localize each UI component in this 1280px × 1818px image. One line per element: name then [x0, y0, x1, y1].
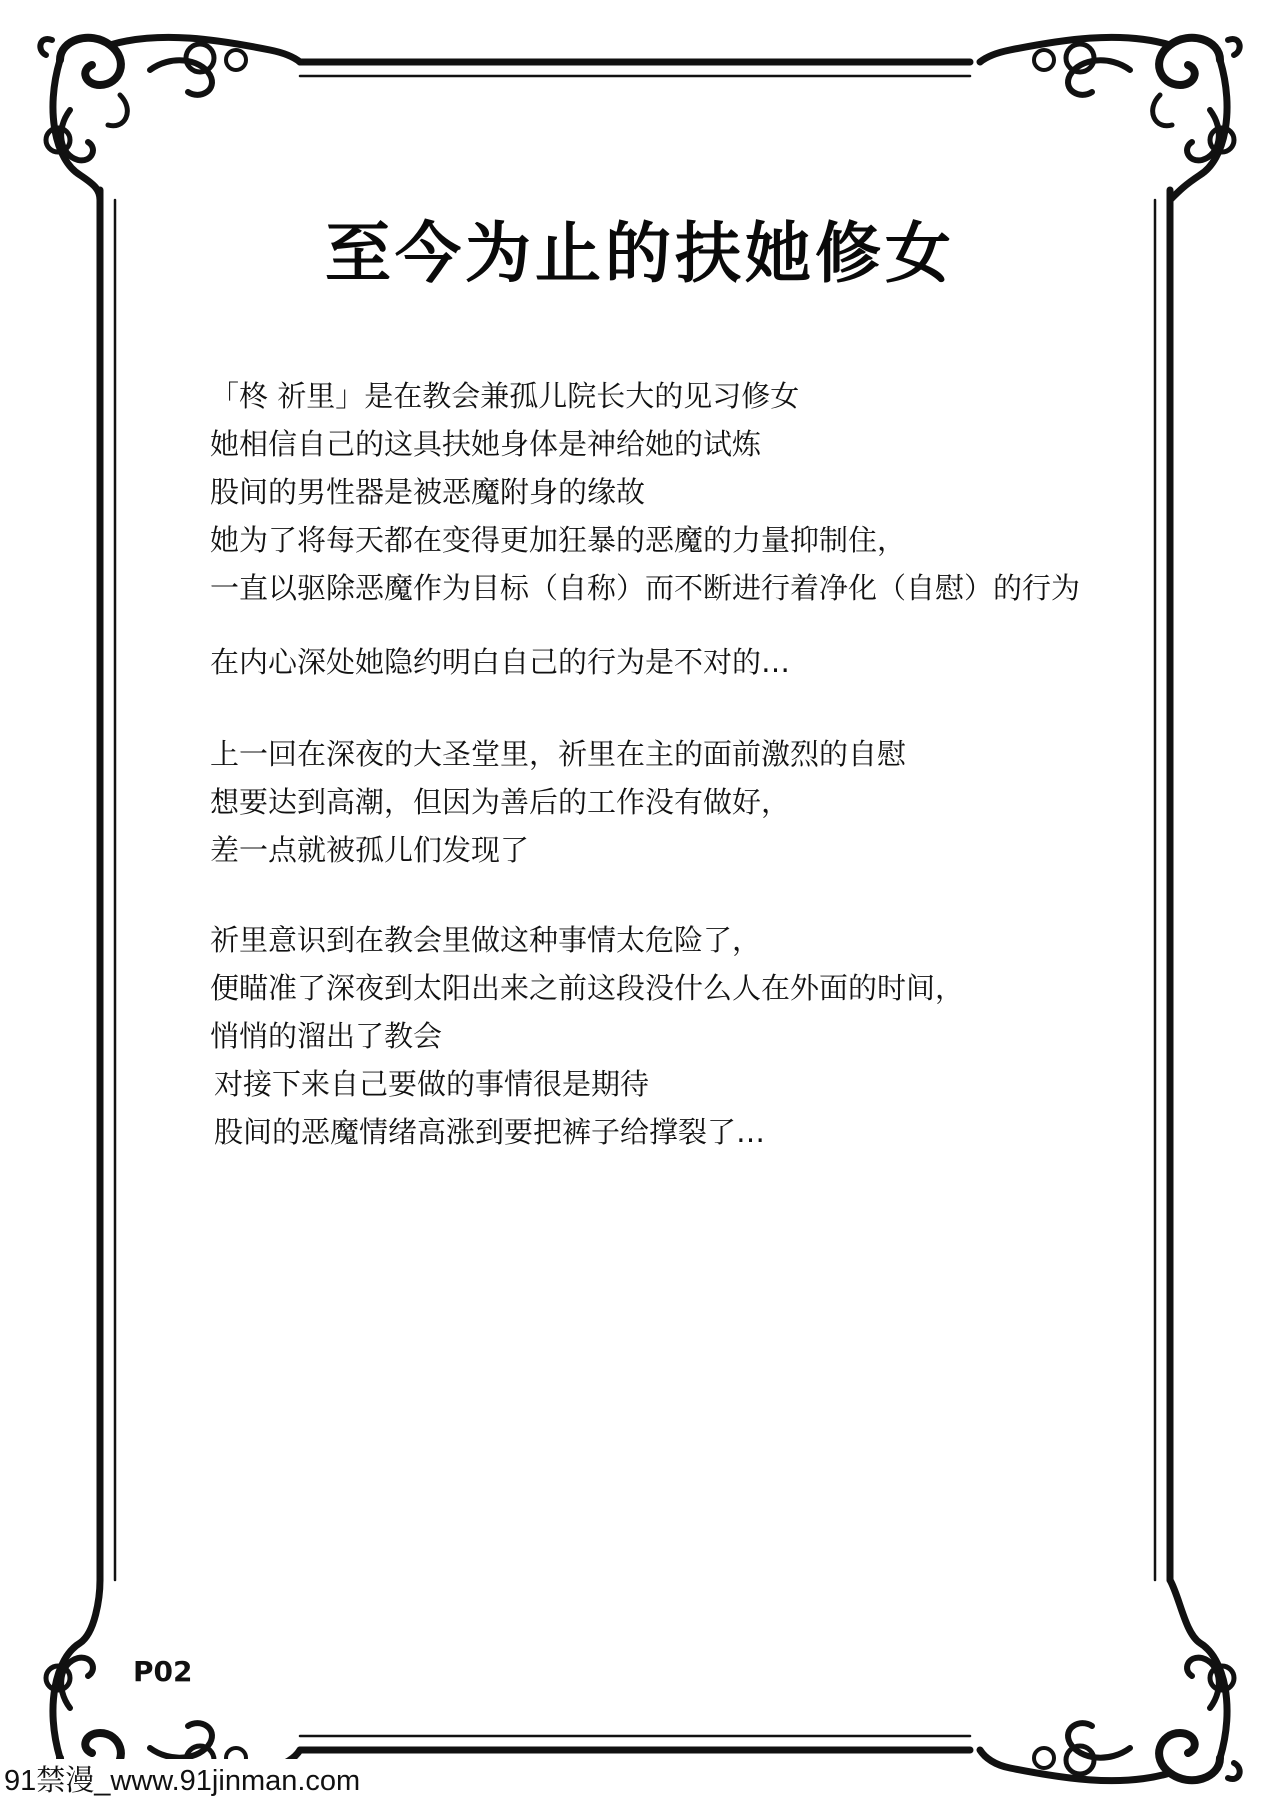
- corner-ornament-top-left: [40, 37, 300, 200]
- text-line: 股间的恶魔情绪高涨到要把裤子给撑裂了…: [214, 1115, 766, 1149]
- text-line: 她相信自己的这具扶她身体是神给她的试炼: [210, 427, 762, 461]
- text-line: 上一回在深夜的大圣堂里，祈里在主的面前激烈的自慰: [210, 737, 907, 771]
- text-line: 便瞄准了深夜到太阳出来之前这段没什么人在外面的时间，: [210, 971, 965, 1005]
- text-line: 股间的男性器是被恶魔附身的缘故: [210, 475, 646, 509]
- watermark-text: 91禁漫_www.91jinman.com: [0, 1759, 364, 1803]
- corner-ornament-top-right: [980, 37, 1240, 200]
- page-number: P02: [133, 1655, 193, 1688]
- text-line: 她为了将每天都在变得更加狂暴的恶魔的力量抑制住，: [210, 523, 907, 557]
- corner-ornament-bottom-right: [980, 1580, 1240, 1781]
- text-line: 在内心深处她隐约明白自己的行为是不对的…: [210, 645, 791, 679]
- text-line: 祈里意识到在教会里做这种事情太危险了，: [210, 923, 762, 957]
- text-line: 悄悄的溜出了教会: [210, 1019, 443, 1053]
- paragraph-1: [210, 372, 1170, 612]
- text-line: 对接下来自己要做的事情很是期待: [214, 1067, 650, 1101]
- text-line: 差一点就被孤儿们发现了: [210, 833, 530, 867]
- body-text: [210, 372, 1170, 1156]
- text-line: 一直以驱除恶魔作为目标（自称）而不断进行着净化（自慰）的行为: [210, 571, 1081, 605]
- page-title: 至今为止的扶她修女: [325, 215, 955, 292]
- paragraph-2: [210, 638, 1170, 686]
- text-line: 「柊 祈里」是在教会兼孤儿院长大的见习修女: [210, 379, 800, 413]
- paragraph-3: [210, 730, 1170, 874]
- paragraph-4: [210, 916, 1170, 1156]
- text-line: 想要达到高潮，但因为善后的工作没有做好，: [210, 785, 791, 819]
